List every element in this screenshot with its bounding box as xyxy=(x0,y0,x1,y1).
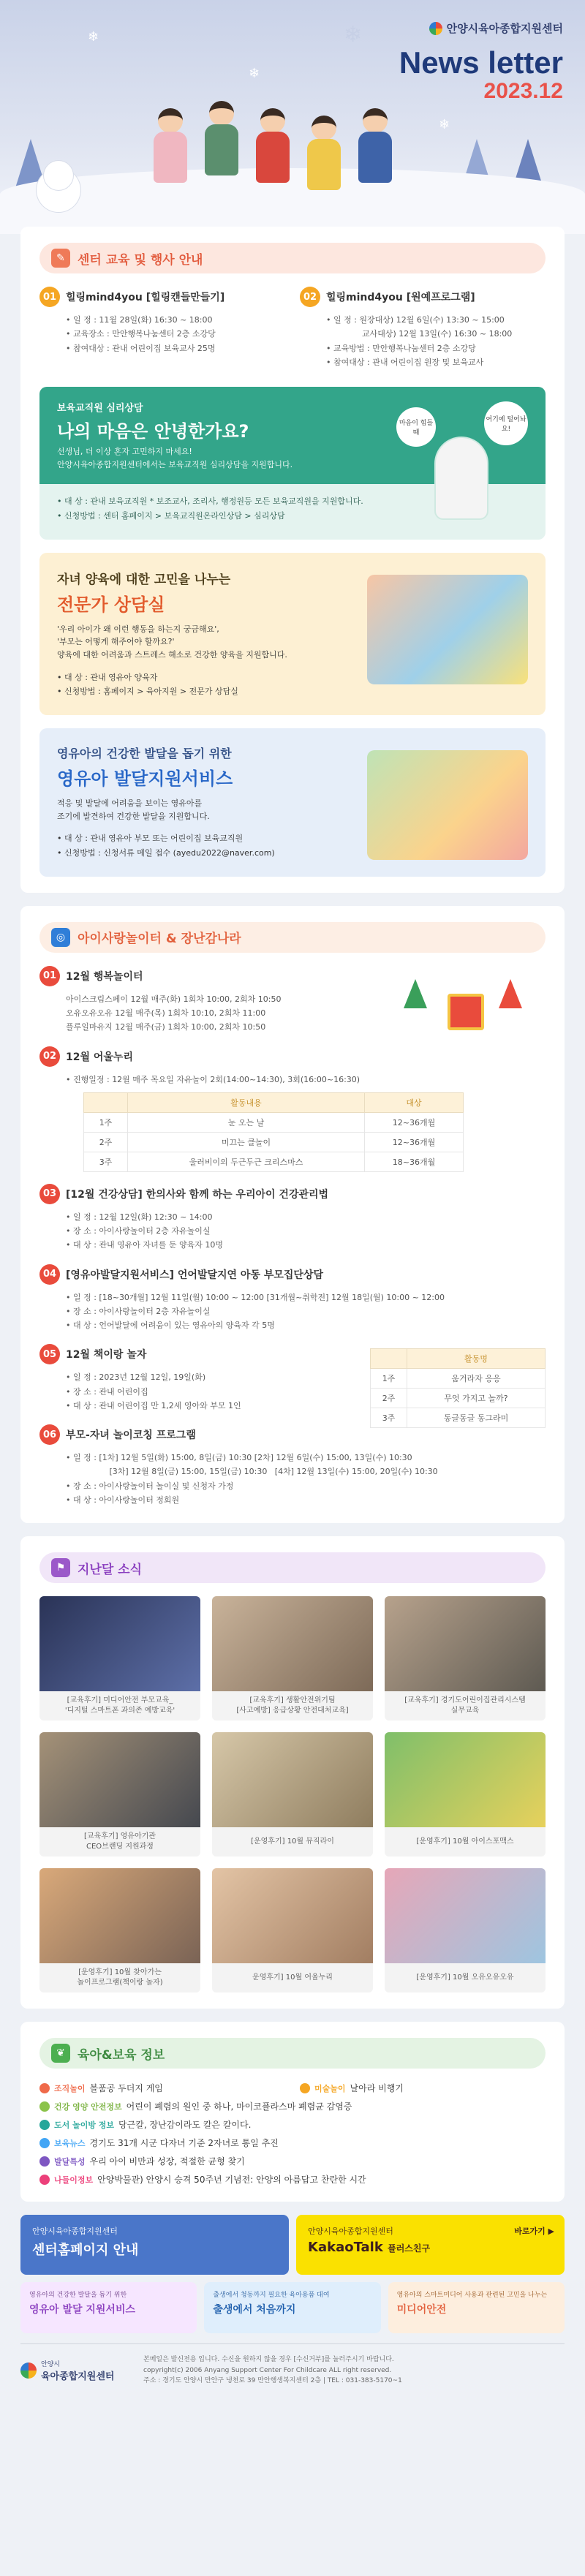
item-title[interactable]: 12월 행복놀이터 xyxy=(66,970,143,983)
section-title: 육아&보육 정보 xyxy=(78,2047,165,2063)
gallery-card[interactable] xyxy=(385,1596,546,1721)
program-item xyxy=(39,1264,546,1333)
center-events-section xyxy=(20,227,565,893)
gallery-caption: 운영후기] 10월 어울누리 xyxy=(252,1973,333,1982)
banner-kicker: 영유아의 건강한 발달을 돕기 위한 xyxy=(57,747,232,761)
gallery-photo xyxy=(212,1868,373,1963)
family-illustration xyxy=(367,750,528,860)
section-header xyxy=(39,922,546,953)
hero-banner xyxy=(0,0,585,234)
snowflake-icon: ❄ xyxy=(249,66,260,81)
info-text: 경기도 31개 시군 다자녀 기준 2자녀로 통일 추진 xyxy=(89,2138,279,2149)
detail-line: • 일 정 : 12월 12일(화) 12:30 ~ 14:00 xyxy=(66,1212,213,1222)
detail-line: • 대 상 : 관내 어린이집 만 1,2세 영아와 부모 1인 xyxy=(66,1400,241,1410)
detail-line: [3차] 12월 8일(금) 15:00, 15일(금) 10:30 [4차] 12월 13일(수) 15:00, 20일(수) 10:30 xyxy=(66,1467,438,1477)
program-item xyxy=(39,1184,546,1253)
info-text: 우리 아이 비만과 성장, 적절한 균형 찾기 xyxy=(89,2156,245,2167)
table-header: 대상 xyxy=(365,1092,464,1112)
item-number: 04 xyxy=(39,1264,60,1285)
item-title[interactable]: [영유아발달지원서비스] 언어발달지연 아동 부모집단상담 xyxy=(66,1269,323,1281)
book-activity-table xyxy=(370,1348,546,1428)
detail-line: • 장 소 : 아이사랑놀이터 2층 자유놀이실 xyxy=(66,1226,211,1236)
item-title[interactable]: 힐링mind4you [원예프로그램] xyxy=(326,292,475,303)
gallery-card[interactable] xyxy=(385,1868,546,1993)
link-title: 출생에서 처음까지 xyxy=(213,2304,296,2316)
parent-counseling-banner[interactable] xyxy=(39,553,546,715)
section-title: 아이사랑놀이터 & 장난감나라 xyxy=(78,932,241,947)
gallery-caption: [교육후기] 영유아기관 CEO브랜딩 지원과정 xyxy=(84,1832,156,1851)
child-illustration xyxy=(358,108,392,183)
item-title[interactable]: 힐링mind4you [힐링캔들만들기] xyxy=(66,292,225,303)
banner-kicker: 자녀 양육에 대한 고민을 나누는 xyxy=(57,572,231,587)
banner-info: • 대 상 : 관내 보육교직원 * 보조교사, 조리사, 행정원등 모든 보육교직원을 지원합니다. xyxy=(57,496,363,507)
photo-gallery xyxy=(39,1596,546,1993)
item-number: 02 xyxy=(300,287,320,307)
banner-info: • 신청방법 : 센터 홈페이지 > 보육교직원온라인상담 > 심리상담 xyxy=(57,510,285,521)
org-name: 안양시육아종합지원센터 xyxy=(446,22,563,35)
detail-line: 오유오유오유 12월 매주(목) 1회차 10:10, 2회차 11:00 xyxy=(66,1008,266,1019)
detail-line: • 일 정 : [1차] 12월 5일(화) 15:00, 8일(금) 10:30 [2차] 12월 6일(수) 15:00, 13일(수) 10:30 xyxy=(66,1453,412,1463)
banner-headline: 영유아 발달지원서비스 xyxy=(57,768,233,790)
sprout-icon: ❦ xyxy=(51,2044,70,2063)
gallery-caption: [교육후기] 생활안전위기팀 [사고예방] 응급상황 안전대처교육] xyxy=(236,1696,349,1715)
teacher-counseling-banner[interactable] xyxy=(39,387,546,540)
banner-text: 조기에 발견하여 건강한 발달을 지원합니다. xyxy=(57,811,210,821)
check-icon xyxy=(39,2083,50,2093)
banner-text: 적응 및 발달에 어려움을 보이는 영유아를 xyxy=(57,798,203,809)
detail-line: • 참여대상 : 관내 어린이집 보육교사 25명 xyxy=(66,343,216,353)
link-subtitle: 영유아의 스마트미디어 사용과 관련된 고민을 나누는 xyxy=(396,2292,548,2300)
gallery-caption: [운영후기] 10월 오유오유오유 xyxy=(416,1973,514,1982)
table-header: 활동내용 xyxy=(128,1092,365,1112)
gallery-caption: [운영후기] 10월 아이스포맥스 xyxy=(416,1837,514,1846)
list-item[interactable] xyxy=(39,2100,546,2112)
section-header xyxy=(39,243,546,273)
info-text: 볼품공 두더지 게임 xyxy=(89,2083,163,2094)
table-row: 2주 무엇 가지고 놀까? xyxy=(371,1389,546,1408)
table-header xyxy=(371,1349,407,1369)
org-logo-icon xyxy=(20,2362,37,2379)
link-subtitle: 영유아의 건강한 발달을 돕기 위한 xyxy=(29,2292,127,2300)
info-tag: 조직놀이 xyxy=(54,2083,86,2093)
check-icon xyxy=(39,2120,50,2130)
link-title: 센터홈페이지 안내 xyxy=(32,2243,139,2259)
link-subtitle: 출생에서 청동까지 필요한 육아용품 대여 xyxy=(213,2292,330,2300)
list-item[interactable] xyxy=(39,2155,546,2167)
globe-icon: ◎ xyxy=(51,928,70,947)
detail-line: • 장 소 : 아이사랑놀이터 놀이실 및 신청자 가정 xyxy=(66,1481,234,1491)
gallery-caption: [운영후기] 10월 뮤직라이 xyxy=(251,1837,334,1846)
link-title: 영유아 발달 지원서비스 xyxy=(29,2304,135,2316)
info-tag: 나들이정보 xyxy=(54,2175,94,2185)
child-illustration xyxy=(154,108,187,183)
snowflake-icon: ❄ xyxy=(439,117,450,132)
gallery-photo xyxy=(385,1868,546,1963)
section-title: 지난달 소식 xyxy=(78,1562,143,1577)
item-title[interactable]: 부모-자녀 놀이코칭 프로그램 xyxy=(66,1429,196,1442)
footer-logo[interactable] xyxy=(20,2359,130,2382)
list-item[interactable] xyxy=(39,2082,285,2094)
snowflake-icon: ❄ xyxy=(88,29,99,45)
org-logo[interactable] xyxy=(429,20,563,36)
footer xyxy=(20,2343,565,2396)
info-list xyxy=(39,2082,546,2186)
detail-line: • 일 정 : 11월 28일(화) 16:30 ~ 18:00 xyxy=(66,315,213,325)
detail-line: • 장 소 : 아이사랑놀이터 2층 자유놀이실 xyxy=(66,1306,211,1316)
check-icon xyxy=(39,2175,50,2185)
list-item[interactable] xyxy=(39,2137,546,2149)
development-service-banner[interactable] xyxy=(39,728,546,877)
program-item xyxy=(39,966,546,1035)
gallery-card[interactable] xyxy=(212,1868,373,1993)
info-text: 안양박물관) 안양시 승격 50주년 기념전: 안양의 아름답고 찬란한 시간 xyxy=(97,2175,366,2186)
media-safety-link[interactable] xyxy=(388,2282,565,2333)
list-item[interactable] xyxy=(39,2173,546,2186)
snowman-illustration xyxy=(37,168,80,190)
detail-line: 플루일마유지 12월 매주(금) 1회차 10:00, 2회차 10:50 xyxy=(66,1022,266,1032)
gallery-photo xyxy=(39,1732,200,1827)
item-number: 06 xyxy=(39,1424,60,1445)
child-illustration xyxy=(256,108,290,183)
homepage-link[interactable] xyxy=(20,2215,289,2275)
link-title: 미디어안전 xyxy=(396,2304,447,2316)
info-text: 어린이 폐렴의 원인 중 하나, 마이코플라스마 폐렴균 감염증 xyxy=(126,2101,352,2112)
banner-text: '우리 아이가 왜 이런 행동을 하는지 궁금해요', xyxy=(57,624,219,634)
kakao-go-button[interactable]: 바로가기 ▶ xyxy=(514,2226,554,2237)
item-title[interactable]: [12월 건강상담] 한의사와 함께 하는 우리아이 건강관리법 xyxy=(66,1188,329,1201)
last-month-news-section xyxy=(20,1536,565,2009)
banner-info: • 대 상 : 관내 영유아 양육자 xyxy=(57,672,158,682)
kakao-plus: 플러스친구 xyxy=(388,2243,431,2254)
table-row: 3주 동글동글 동그라미 xyxy=(371,1408,546,1428)
detail-line: • 대 상 : 언어발달에 어려움이 있는 영유아의 양육자 각 5명 xyxy=(66,1321,275,1331)
snowflake-icon: ❄ xyxy=(344,22,363,48)
dev-service-link[interactable] xyxy=(20,2282,197,2333)
table-row: 1주 눈 오는 날 12~36개월 xyxy=(84,1112,464,1132)
gallery-caption: [교육후기] 미디어안전 부모교육_ '디지털 스마트폰 과의존 예방교육' xyxy=(64,1696,176,1715)
item-number: 01 xyxy=(39,287,60,307)
playground-section xyxy=(20,906,565,1523)
program-item xyxy=(39,1046,546,1172)
detail-line: 아이스크림스페이 12월 매주(화) 1회차 10:00, 2회차 10:50 xyxy=(66,994,282,1004)
banner-text: 안양시육아종합지원센터에서는 보육교직원 심리상담을 지원합니다. xyxy=(57,459,293,469)
event-item xyxy=(39,287,285,369)
detail-line: • 일 정 : 원장대상) 12월 6일(수) 13:30 ~ 15:00 xyxy=(326,315,505,325)
quick-links xyxy=(20,2215,565,2275)
banner-kicker: 보육교직원 심리상담 xyxy=(57,403,143,414)
info-tag: 미술놀이 xyxy=(314,2083,346,2093)
footer-logo-sub: 안양시 xyxy=(41,2360,61,2368)
list-item[interactable] xyxy=(39,2118,546,2131)
check-icon xyxy=(39,2101,50,2112)
footer-line: 본메일은 발신전용 입니다. 수신을 원하지 않을 경우 [수신거부]를 눌러주시기 바랍니다. xyxy=(143,2356,394,2364)
rental-link[interactable] xyxy=(204,2282,380,2333)
banner-info: • 신청방법 : 홈페이지 > 육아지원 > 전문가 상담실 xyxy=(57,687,238,697)
footer-logo-text: 육아종합지원센터 xyxy=(41,2371,115,2382)
gallery-card[interactable] xyxy=(212,1596,373,1721)
link-subtitle: 안양시육아종합지원센터 xyxy=(308,2226,393,2237)
table-header xyxy=(84,1092,128,1112)
gallery-card[interactable] xyxy=(385,1732,546,1857)
banner-headline: 전문가 상담실 xyxy=(57,594,165,615)
gallery-card[interactable] xyxy=(39,1596,200,1721)
detail-line: • 대 상 : 아이사랑놀이터 정회원 xyxy=(66,1495,180,1505)
gallery-photo xyxy=(212,1732,373,1827)
gallery-card[interactable] xyxy=(39,1868,200,1993)
detail-line: • 교육방법 : 만안행복나눔센터 2층 소강당 xyxy=(326,343,476,353)
child-illustration xyxy=(205,101,238,175)
detail-line: • 일 정 : [18~30개월] 12월 11일(월) 10:00 ~ 12:00 [31개월~취학전] 12월 18일(월) 10:00 ~ 12:00 xyxy=(66,1292,445,1302)
detail-line: • 대 상 : 관내 영유아 자녀를 둔 양육자 10명 xyxy=(66,1240,224,1250)
event-item xyxy=(300,287,546,369)
schedule-table xyxy=(83,1092,464,1172)
check-icon xyxy=(300,2083,310,2093)
banner-text: 양육에 대한 어려움과 스트레스 해소로 건강한 양육을 지원합니다. xyxy=(57,649,287,660)
banner-headline: 나의 마음은 안녕한가요? xyxy=(57,421,249,442)
item-title[interactable]: 12월 책이랑 놀자 xyxy=(66,1349,147,1361)
detail-line: • 장 소 : 관내 어린이집 xyxy=(66,1386,148,1397)
person-illustration xyxy=(436,438,487,518)
kakao-brand: KakaoTalk xyxy=(308,2240,383,2256)
link-subtitle: 안양시육아종합지원센터 xyxy=(32,2226,118,2237)
event-list xyxy=(39,287,546,369)
gallery-caption: [운영후기] 10월 찾아가는 놀이프로그램(책이랑 놀자) xyxy=(77,1968,163,1987)
org-logo-icon xyxy=(429,22,442,35)
banner-info: • 대 상 : 관내 영유아 부모 또는 어린이집 보육교직원 xyxy=(57,834,244,844)
table-header: 활동명 xyxy=(407,1349,546,1369)
notice-icon: ✎ xyxy=(51,249,70,268)
banner-text: 선생님, 더 이상 혼자 고민하지 마세요! xyxy=(57,447,192,456)
speech-bubble: 마음이 힘들때 xyxy=(396,407,436,447)
gallery-card[interactable] xyxy=(39,1732,200,1857)
footer-line: 주소 : 경기도 안양시 만안구 냉천로 39 만안행생복지센터 2층 | TEL : 031-383-5170~1 xyxy=(143,2376,402,2384)
item-number: 05 xyxy=(39,1344,60,1364)
program-item xyxy=(39,1424,546,1507)
snow-ground xyxy=(0,168,585,234)
newsletter-date: 2023.12 xyxy=(483,79,563,103)
info-tag: 도서 놀이방 정보 xyxy=(54,2120,115,2130)
item-number: 03 xyxy=(39,1184,60,1204)
info-text: 날아라 비행기 xyxy=(350,2083,404,2094)
info-tag: 발달특성 xyxy=(54,2156,86,2167)
item-number: 02 xyxy=(39,1046,60,1067)
table-row: 1주 움거라자 응응 xyxy=(371,1369,546,1389)
gallery-photo xyxy=(385,1596,546,1691)
banner-info: • 신청방법 : 신청서류 메일 접수 (ayedu2022@naver.com) xyxy=(57,848,275,858)
child-illustration xyxy=(307,116,341,190)
elves-illustration xyxy=(404,972,535,1038)
info-tag: 보육뉴스 xyxy=(54,2138,86,2148)
gallery-card[interactable] xyxy=(212,1732,373,1857)
quick-links-row xyxy=(20,2282,565,2333)
gallery-photo xyxy=(39,1868,200,1963)
detail-line: • 교육장소 : 만안행복나눔센터 2층 소강당 xyxy=(66,329,216,339)
section-header xyxy=(39,1552,546,1583)
footer-text xyxy=(143,2354,402,2386)
books-illustration xyxy=(367,575,528,684)
check-icon xyxy=(39,2156,50,2167)
newsletter-title: News letter xyxy=(399,45,563,80)
program-item xyxy=(39,1344,546,1424)
detail-line: 교사대상) 12월 13일(수) 16:30 ~ 18:00 xyxy=(326,329,513,339)
parenting-info-section xyxy=(20,2022,565,2202)
flag-icon: ⚑ xyxy=(51,1558,70,1577)
gallery-photo xyxy=(385,1732,546,1827)
banner-text: '부모는 어떻게 해주어야 할까요?' xyxy=(57,637,175,647)
footer-line: copyright(c) 2006 Anyang Support Center For Childcare ALL right reserved. xyxy=(143,2366,392,2374)
item-title[interactable]: 12월 어울누리 xyxy=(66,1051,133,1063)
list-item[interactable] xyxy=(300,2082,546,2094)
detail-line: • 진행일정 : 12월 매주 목요일 자유놀이 2회(14:00~14:30), 3회(16:00~16:30) xyxy=(66,1074,361,1084)
kakao-link[interactable] xyxy=(296,2215,565,2275)
speech-bubble: 여기에 털어놔요! xyxy=(484,401,528,445)
item-number: 01 xyxy=(39,966,60,986)
gallery-photo xyxy=(212,1596,373,1691)
detail-line: • 참여대상 : 관내 어린이집 원장 및 보육교사 xyxy=(326,357,484,367)
table-row: 2주 미끄는 클놀이 12~36개월 xyxy=(84,1132,464,1152)
info-text: 당근칼, 장난감이라도 칼은 칼이다. xyxy=(118,2120,252,2131)
gallery-photo xyxy=(39,1596,200,1691)
detail-line: • 일 정 : 2023년 12월 12일, 19일(화) xyxy=(66,1372,206,1383)
section-header xyxy=(39,2038,546,2069)
section-title: 센터 교육 및 행사 안내 xyxy=(78,252,203,268)
table-row: 3주 울러비이의 두근두근 크리스마스 18~36개월 xyxy=(84,1152,464,1171)
info-tag: 건강 영양 안전정보 xyxy=(54,2101,122,2112)
gallery-caption: [교육후기] 경기도어린이집관리시스템 실무교육 xyxy=(404,1696,526,1715)
check-icon xyxy=(39,2138,50,2148)
